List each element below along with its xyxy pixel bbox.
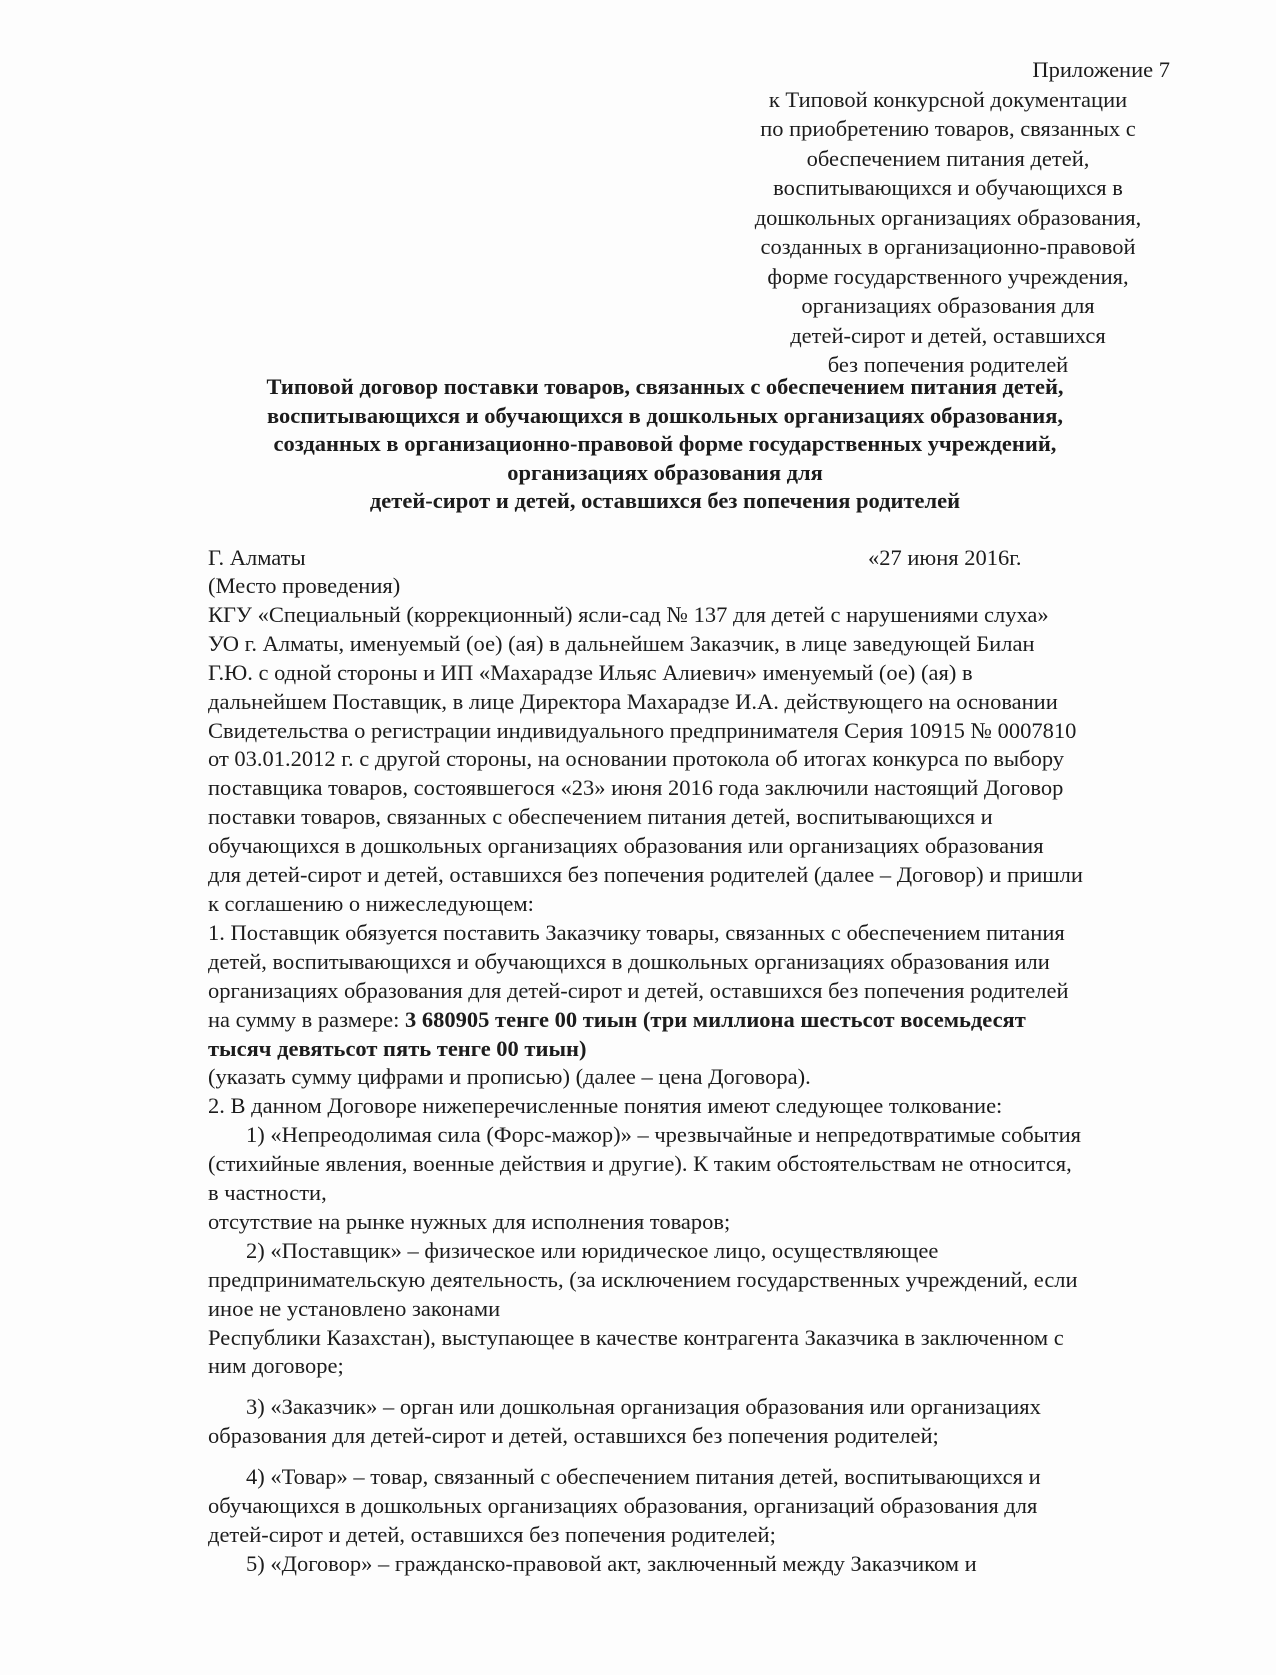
appendix-line: Приложение 7 [1032,57,1170,82]
appendix-line: без попечения родителей [827,352,1069,377]
definition-line: предпринимательскую деятельность, (за исключением государственных учреждений, если [208,1266,1078,1292]
place-label: (Место проведения) [208,573,401,598]
appendix-line: дошкольных организациях образования, [754,204,1142,230]
title-line: детей-сирот и детей, оставшихся без попечения родителей [369,488,961,513]
clause-1-line: 1. Поставщик обязуется поставить Заказчику товары, связанных с обеспечением питания [208,919,1065,945]
definition-supplier: 2) «Поставщик» – физическое или юридическое лицо, осуществляющее [246,1237,939,1263]
preamble-line: КГУ «Специальный (коррекционный) ясли-сад № 137 для детей с нарушениями слуха» [208,601,1049,627]
spacer [208,1381,1193,1393]
preamble-line: обучающихся в дошкольных организациях образования или организациях образования [208,833,1044,859]
definition-line: детей-сирот и детей, оставшихся без попечения родителей; [208,1522,776,1547]
preamble-line: дальнейшем Поставщик, в лице Директора Махарадзе И.А. действующего на основании [208,688,1058,714]
definition-goods: 4) «Товар» – товар, связанный с обеспечением питания детей, воспитывающихся и [246,1464,1041,1490]
sum-note: (указать сумму цифрами и прописью) (далее – цена Договора). [208,1064,811,1090]
appendix-line: организациях образования для [801,293,1095,318]
document-title [150,373,1180,516]
contract-body [208,572,1193,1579]
title-line: воспитывающихся и обучающихся в дошкольных организациях образования, [266,402,1064,428]
city: Г. Алматы [208,545,306,570]
definition-contract: 5) «Договор» – гражданско-правовой акт, заключенный между Заказчиком и [246,1550,977,1576]
definition-line: ним договоре; [208,1353,344,1379]
appendix-line: к Типовой конкурсной документации [768,86,1128,112]
title-line: созданных в организационно-правовой форме государственных учреждений, [273,431,1057,456]
definition-line: в частности, [208,1180,327,1206]
preamble-line: от 03.01.2012 г. с другой стороны, на основании протокола об итогах конкурса по выбору [208,746,1065,772]
preamble-line: поставки товаров, связанных с обеспечением питания детей, воспитывающихся и [208,804,993,830]
contract-sum-line [208,1006,1193,1035]
title-line: организациях образования для [507,459,823,485]
definition-force-majeure: 1) «Непреодолимая сила (Форс-мажор)» – чрезвычайные и непредотвратимые события [246,1122,1081,1148]
definition-line: Республики Казахстан), выступающее в качестве контрагента Заказчика в заключенном с [208,1324,1064,1350]
appendix-header [718,55,1178,380]
clause-1-line: организациях образования для детей-сирот и детей, оставшихся без попечения родителей [208,977,1069,1003]
definition-customer: 3) «Заказчик» – орган или дошкольная организация образования или организациях [246,1394,1041,1420]
preamble-line: Свидетельства о регистрации индивидуального предпринимателя Серия 10915 № 0007810 [208,717,1077,743]
spacer [208,1451,1193,1463]
title-line: Типовой договор поставки товаров, связанных с обеспечением питания детей, [266,374,1064,399]
appendix-line: созданных в организационно-правовой [760,234,1136,259]
definition-line: (стихийные явления, военные действия и другие). К таким обстоятельствам не относится, [208,1151,1072,1177]
contract-date: «27 июня 2016г. [868,545,1022,570]
appendix-line: по приобретению товаров, связанных с [760,116,1136,141]
definition-line: образования для детей-сирот и детей, оставшихся без попечения родителей; [208,1423,939,1449]
preamble-line: поставщика товаров, состоявшегося «23» июня 2016 года заключили настоящий Договор [208,775,1064,801]
preamble-line: Г.Ю. с одной стороны и ИП «Махарадзе Ильяс Алиевич» именуемый (ое) (ая) в [208,659,973,685]
appendix-line: воспитывающихся и обучающихся в [773,175,1123,200]
preamble-line: к соглашению о нижеследующем: [208,890,534,916]
definition-line: обучающихся в дошкольных организациях образования, организаций образования для [208,1493,1038,1519]
contract-sum-words: тысяч девятьсот пять тенге 00 тиын) [208,1035,587,1061]
sum-prefix: на сумму в размере: [208,1006,406,1032]
definition-line: отсутствие на рынке нужных для исполнения товаров; [208,1208,731,1234]
clause-2-heading: 2. В данном Договоре нижеперечисленные понятия имеют следующее толкование: [208,1093,1003,1119]
preamble-line: для детей-сирот и детей, оставшихся без попечения родителей (далее – Договор) и пришли [208,862,1083,888]
clause-1-line: детей, воспитывающихся и обучающихся в дошкольных организациях образования или [208,948,1050,974]
preamble-line: УО г. Алматы, именуемый (ое) (ая) в дальнейшем Заказчик, в лице заведующей Билан [208,630,1035,656]
definition-line: иное не установлено законами [208,1295,501,1321]
contract-sum-amount: 3 680905 тенге 00 тиын (три миллиона шестьсот восемьдесят [405,1006,1026,1032]
appendix-line: обеспечением питания детей, [806,145,1090,171]
appendix-line: детей-сирот и детей, оставшихся [790,322,1106,348]
appendix-line: форме государственного учреждения, [767,263,1129,289]
